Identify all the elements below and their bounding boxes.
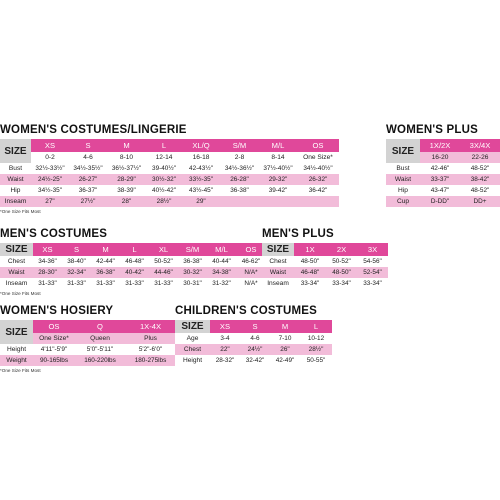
size-sublabel: Queen <box>75 333 125 344</box>
womens-hosiery-section <box>0 305 176 373</box>
measurement-cell <box>297 196 339 207</box>
measurement-cell: 28-32" <box>210 355 240 366</box>
measurement-cell: 52-54" <box>357 267 388 278</box>
measurement-cell: 40-44" <box>207 256 236 267</box>
womens-plus-cup-row <box>386 196 500 207</box>
womens-inseam-row <box>0 196 339 207</box>
measurement-cell: 42-49" <box>270 355 300 366</box>
size-header: XS <box>33 243 62 256</box>
measurement-cell: 7-10 <box>270 333 300 344</box>
measurement-cell: N/A* <box>236 278 266 289</box>
measurement-cell: 27½" <box>69 196 107 207</box>
measurement-cell: 54-56" <box>357 256 388 267</box>
measurement-cell: 34-36" <box>33 256 62 267</box>
size-header: OS <box>236 243 266 256</box>
measurement-cell: 42-43½" <box>182 163 220 174</box>
womens-bust-row <box>0 163 339 174</box>
measurement-cell: 31-33" <box>120 278 149 289</box>
measurement-cell: 48-52" <box>460 163 500 174</box>
numeric-size: 2-8 <box>220 152 259 163</box>
footnote: *One Size Fits Most <box>0 291 41 296</box>
measurement-cell: 32-42" <box>240 355 270 366</box>
numeric-size: 16-20 <box>420 152 460 163</box>
measurement-cell: 34½-35" <box>31 185 69 196</box>
mens-plus-chest-row <box>262 256 388 267</box>
size-header: L <box>146 139 182 152</box>
mens-plus-title: MEN'S PLUS <box>262 228 334 240</box>
mens-chest-row <box>0 256 266 267</box>
measurement-cell: 40-42" <box>120 267 149 278</box>
row-label: Weight <box>0 355 33 366</box>
size-header: 3X/4X <box>460 139 500 152</box>
measurement-cell: 38-39" <box>107 185 146 196</box>
size-header: M <box>270 320 300 333</box>
measurement-cell: 26-32" <box>297 174 339 185</box>
measurement-cell: 43½-45" <box>182 185 220 196</box>
childrens-costumes-section <box>175 305 332 366</box>
measurement-cell: 30-32" <box>178 267 207 278</box>
size-header: 1X/2X <box>420 139 460 152</box>
row-label: Hip <box>0 185 31 196</box>
measurement-cell: 44-46" <box>149 267 178 278</box>
mens-plus-table <box>262 243 388 289</box>
measurement-cell: 48-52" <box>460 185 500 196</box>
size-header: M <box>91 243 120 256</box>
size-header: S <box>69 139 107 152</box>
mens-inseam-row <box>0 278 266 289</box>
measurement-cell: 28½" <box>146 196 182 207</box>
numeric-size: 12-14 <box>146 152 182 163</box>
measurement-cell: 30-31" <box>178 278 207 289</box>
measurement-cell: 31-33" <box>91 278 120 289</box>
mens-plus-inseam-row <box>262 278 388 289</box>
measurement-cell: 32½-33½" <box>31 163 69 174</box>
row-label: Bust <box>386 163 420 174</box>
size-header: XL/Q <box>182 139 220 152</box>
measurement-cell: 160-220lbs <box>75 355 125 366</box>
measurement-cell: 43-47" <box>420 185 460 196</box>
measurement-cell: 3-4 <box>210 333 240 344</box>
womens-plus-size-row <box>386 139 500 152</box>
row-label: Inseam <box>0 196 31 207</box>
size-header: XS <box>31 139 69 152</box>
measurement-cell: 4-6 <box>240 333 270 344</box>
measurement-cell: 33-34" <box>326 278 357 289</box>
size-header: OS <box>297 139 339 152</box>
size-header: L <box>120 243 149 256</box>
size-label: SIZE <box>0 243 33 256</box>
mens-costumes-title: MEN'S COSTUMES <box>0 228 108 240</box>
measurement-cell: 90-165lbs <box>33 355 75 366</box>
womens-plus-waist-row <box>386 174 500 185</box>
measurement-cell: D-DD" <box>420 196 460 207</box>
row-label: Waist <box>0 267 33 278</box>
size-label: SIZE <box>262 243 294 256</box>
size-label: SIZE <box>175 320 210 333</box>
womens-costumes-section <box>0 124 339 214</box>
size-header: XL <box>149 243 178 256</box>
hosiery-size-row <box>0 320 176 333</box>
measurement-cell: 28½" <box>300 344 332 355</box>
childrens-costumes-title: CHILDREN'S COSTUMES <box>175 305 317 317</box>
measurement-cell: 40½-42" <box>146 185 182 196</box>
children-chest-row <box>175 344 332 355</box>
mens-plus-size-row <box>262 243 388 256</box>
measurement-cell: 33½-35" <box>182 174 220 185</box>
measurement-cell: 50-52" <box>149 256 178 267</box>
numeric-size: 8-14 <box>259 152 297 163</box>
measurement-cell: 34½-36½" <box>220 163 259 174</box>
womens-waist-row <box>0 174 339 185</box>
measurement-cell <box>220 196 259 207</box>
hosiery-weight-row <box>0 355 176 366</box>
measurement-cell: 33-34" <box>357 278 388 289</box>
children-size-row <box>175 320 332 333</box>
measurement-cell: 32-34" <box>62 267 91 278</box>
womens-plus-section <box>386 124 500 207</box>
womens-size-row <box>0 139 339 152</box>
children-height-row <box>175 355 332 366</box>
mens-size-row <box>0 243 266 256</box>
measurement-cell: 48-50" <box>326 267 357 278</box>
row-label: Height <box>0 344 33 355</box>
measurement-cell: 34½-35½" <box>69 163 107 174</box>
row-label: Age <box>175 333 210 344</box>
measurement-cell: 39-42" <box>259 185 297 196</box>
measurement-cell: DD+ <box>460 196 500 207</box>
measurement-cell: 28-29" <box>107 174 146 185</box>
numeric-size: 16-18 <box>182 152 220 163</box>
measurement-cell: 38-42" <box>460 174 500 185</box>
size-header: L <box>300 320 332 333</box>
measurement-cell: 34-38" <box>207 267 236 278</box>
hosiery-height-row <box>0 344 176 355</box>
size-header: 2X <box>326 243 357 256</box>
size-header: S/M <box>178 243 207 256</box>
womens-hosiery-title: WOMEN'S HOSIERY <box>0 305 114 317</box>
size-label: SIZE <box>0 320 33 344</box>
mens-costumes-section <box>0 228 266 296</box>
mens-plus-waist-row <box>262 267 388 278</box>
childrens-costumes-table <box>175 320 332 366</box>
numeric-size: 22-26 <box>460 152 500 163</box>
row-label: Chest <box>175 344 210 355</box>
womens-hip-row <box>0 185 339 196</box>
measurement-cell: 28-30" <box>33 267 62 278</box>
size-header: M/L <box>207 243 236 256</box>
row-label: Height <box>175 355 210 366</box>
size-header: S <box>240 320 270 333</box>
measurement-cell: 31-33" <box>62 278 91 289</box>
row-label: Chest <box>262 256 294 267</box>
mens-costumes-table <box>0 243 266 289</box>
size-label: SIZE <box>386 139 420 163</box>
measurement-cell: 50-52" <box>326 256 357 267</box>
measurement-cell: 26-28" <box>220 174 259 185</box>
measurement-cell: 26" <box>270 344 300 355</box>
measurement-cell: 5'0"-5'11" <box>75 344 125 355</box>
size-header: 1X-4X <box>125 320 176 333</box>
womens-plus-title: WOMEN'S PLUS <box>386 124 479 136</box>
mens-plus-section <box>262 228 388 289</box>
size-label: SIZE <box>0 139 31 163</box>
row-label: Inseam <box>0 278 33 289</box>
measurement-cell: 5'2"-6'0" <box>125 344 176 355</box>
children-age-row <box>175 333 332 344</box>
measurement-cell: 31-33" <box>33 278 62 289</box>
measurement-cell: 36-38" <box>91 267 120 278</box>
row-label: Chest <box>0 256 33 267</box>
womens-hosiery-table <box>0 320 176 366</box>
womens-numeric-size-row <box>0 152 339 163</box>
measurement-cell: 36-37" <box>69 185 107 196</box>
row-label: Hip <box>386 185 420 196</box>
footnote: *One Size Fits Most <box>0 209 41 214</box>
measurement-cell: 26-27" <box>69 174 107 185</box>
size-header: XS <box>210 320 240 333</box>
measurement-cell: 42-46" <box>420 163 460 174</box>
row-label: Cup <box>386 196 420 207</box>
measurement-cell: 28" <box>107 196 146 207</box>
womens-plus-table <box>386 139 500 207</box>
measurement-cell <box>259 196 297 207</box>
womens-costumes-title: WOMEN'S COSTUMES/LINGERIE <box>0 124 187 136</box>
measurement-cell: 31-33" <box>149 278 178 289</box>
row-label: Waist <box>0 174 31 185</box>
size-sublabel: One Size* <box>33 333 75 344</box>
measurement-cell: 22" <box>210 344 240 355</box>
size-header: Q <box>75 320 125 333</box>
size-header: 1X <box>294 243 326 256</box>
mens-waist-row <box>0 267 266 278</box>
measurement-cell: 30½-32" <box>146 174 182 185</box>
row-label: Waist <box>386 174 420 185</box>
measurement-cell: 46-62" <box>236 256 266 267</box>
womens-plus-hip-row <box>386 185 500 196</box>
womens-costumes-table <box>0 139 339 207</box>
measurement-cell: N/A* <box>236 267 266 278</box>
numeric-size: 4-6 <box>69 152 107 163</box>
measurement-cell: 24½-25" <box>31 174 69 185</box>
measurement-cell: 33-34" <box>294 278 326 289</box>
measurement-cell: 46-48" <box>294 267 326 278</box>
numeric-size: 8-10 <box>107 152 146 163</box>
size-sublabel: Plus <box>125 333 176 344</box>
measurement-cell: 31-32" <box>207 278 236 289</box>
size-header: M/L <box>259 139 297 152</box>
measurement-cell: 36-38" <box>220 185 259 196</box>
measurement-cell: 4'11"-5'9" <box>33 344 75 355</box>
size-header: OS <box>33 320 75 333</box>
womens-plus-bust-row <box>386 163 500 174</box>
measurement-cell: 27" <box>31 196 69 207</box>
measurement-cell: 24½" <box>240 344 270 355</box>
measurement-cell: 10-12 <box>300 333 332 344</box>
measurement-cell: 36-42" <box>297 185 339 196</box>
measurement-cell: 37½-40½" <box>259 163 297 174</box>
row-label: Waist <box>262 267 294 278</box>
measurement-cell: 34½-40½" <box>297 163 339 174</box>
numeric-size: One Size* <box>297 152 339 163</box>
measurement-cell: 33-37" <box>420 174 460 185</box>
measurement-cell: 29-32" <box>259 174 297 185</box>
measurement-cell: 38-40" <box>62 256 91 267</box>
measurement-cell: 46-48" <box>120 256 149 267</box>
measurement-cell: 180-275lbs <box>125 355 176 366</box>
measurement-cell: 29" <box>182 196 220 207</box>
size-header: S/M <box>220 139 259 152</box>
measurement-cell: 36-38" <box>178 256 207 267</box>
size-header: M <box>107 139 146 152</box>
measurement-cell: 50-55" <box>300 355 332 366</box>
row-label: Inseam <box>262 278 294 289</box>
size-header: 3X <box>357 243 388 256</box>
row-label: Bust <box>0 163 31 174</box>
measurement-cell: 48-50" <box>294 256 326 267</box>
footnote: *One Size Fits Most <box>0 368 41 373</box>
size-header: S <box>62 243 91 256</box>
measurement-cell: 39-40½" <box>146 163 182 174</box>
measurement-cell: 36½-37½" <box>107 163 146 174</box>
numeric-size: 0-2 <box>31 152 69 163</box>
measurement-cell: 42-44" <box>91 256 120 267</box>
